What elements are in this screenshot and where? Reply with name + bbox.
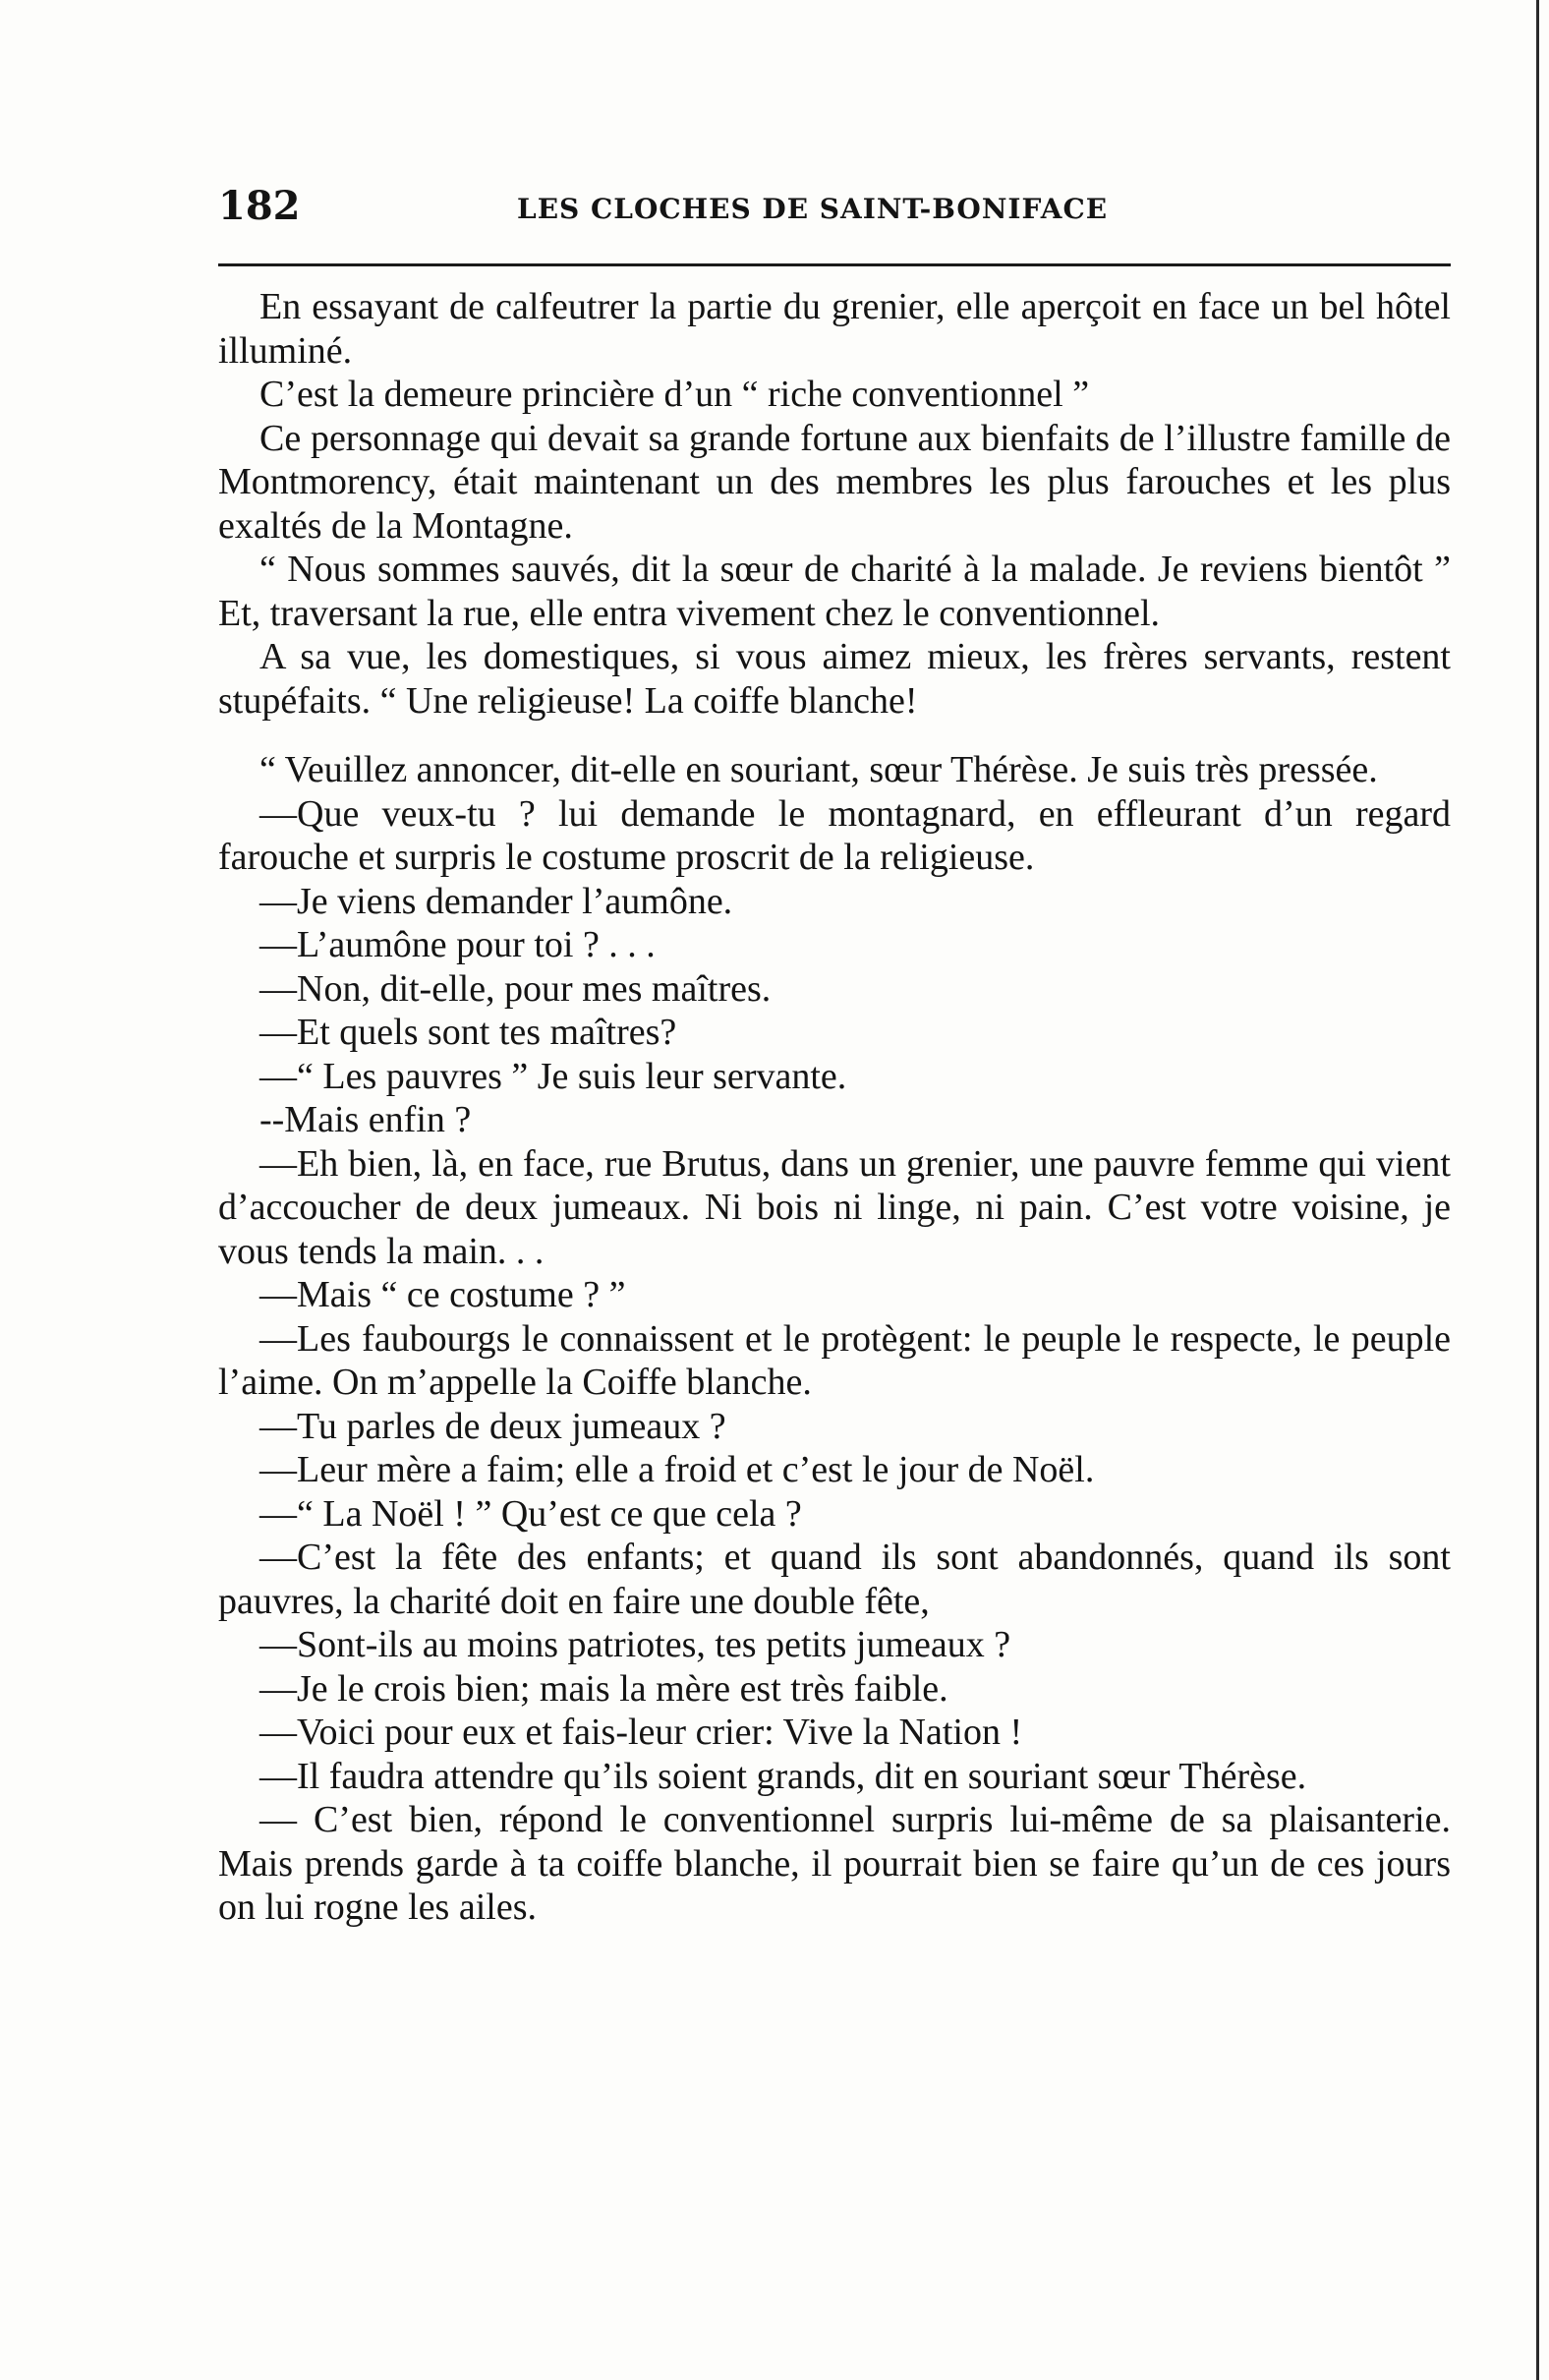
running-title: LES CLOCHES DE SAINT-BONIFACE [517, 193, 1109, 225]
dialogue-line: —Et quels sont tes maîtres? [259, 1012, 677, 1053]
dialogue-line: —Non, dit-elle, pour mes maîtres. [259, 967, 772, 1010]
dialogue-line: —Tu parles de deux jumeaux ? [259, 1405, 726, 1447]
dialogue-line: —Je le crois bien; mais la mère est très faible. [259, 1667, 948, 1710]
paragraph: C’est la demeure princière d’un “ riche conventionnel ” [259, 374, 1090, 415]
dialogue-line: —Que veux-tu ? lui demande le montagnard, en effleurant d’un regard farouche et surpris le costume proscrit de la religieuse. [218, 792, 1451, 878]
dialogue-line: —Leur mère a faim; elle a froid et c’est le jour de Noël. [259, 1449, 1095, 1490]
dialogue-line: —C’est la fête des enfants; et quand ils sont abandonnés, quand ils sont pauvres, la charité doit en faire une double fête, [218, 1537, 1451, 1622]
paragraph: En essayant de calfeutrer la partie du grenier, elle aperçoit en face un bel hôtel illuminé. [218, 286, 1451, 372]
paragraph-spacer [218, 723, 1451, 748]
dialogue-line: —“ La Noël ! ” Qu’est ce que cela ? [259, 1492, 802, 1535]
page-header [218, 183, 1447, 228]
paragraph: Ce personnage qui devait sa grande fortune aux bienfaits de l’illustre famille de Montmorency, était maintenant un des membres les plus farouches et les plus exaltés de la Montagne. [218, 417, 1451, 547]
body-text [218, 285, 1451, 1930]
dialogue-line: —Mais “ ce costume ? ” [259, 1274, 626, 1315]
dialogue-line: —Sont-ils au moins patriotes, tes petits jumeaux ? [259, 1624, 1011, 1665]
page-number: 182 [218, 183, 301, 229]
dialogue-line: —Voici pour eux et fais-leur crier: Vive la Nation ! [259, 1712, 1023, 1753]
page-edge-line [1536, 0, 1539, 2380]
paragraph: “ Nous sommes sauvés, dit la sœur de charité à la malade. Je reviens bientôt ” Et, traversant la rue, elle entra vivement chez le conventionnel. [218, 549, 1451, 634]
dialogue-line: —“ Les pauvres ” Je suis leur servante. [259, 1055, 847, 1097]
dialogue-line: — C’est bien, répond le conventionnel surpris lui-même de sa plaisanterie. Mais prends garde à ta coiffe blanche, il pourrait bien se faire qu’un de ces jours on lui rogne les ailes. [218, 1799, 1451, 1928]
paragraph: “ Veuillez annoncer, dit-elle en souriant, sœur Thérèse. Je suis très pressée. [259, 749, 1378, 790]
dialogue-line: —Eh bien, là, en face, rue Brutus, dans un grenier, une pauvre femme qui vient d’accoucher de deux jumeaux. Ni bois ni linge, ni pain. C’est votre voisine, je vous tends la main. . . [218, 1142, 1451, 1272]
header-rule [218, 263, 1451, 266]
dialogue-line: --Mais enfin ? [259, 1099, 472, 1140]
dialogue-line: —Il faudra attendre qu’ils soient grands, dit en souriant sœur Thérèse. [259, 1755, 1307, 1797]
dialogue-line: —L’aumône pour toi ? . . . [259, 924, 656, 965]
paragraph: A sa vue, les domestiques, si vous aimez mieux, les frères servants, restent stupéfaits. “ Une religieuse! La coiffe blanche! [218, 636, 1451, 722]
dialogue-line: —Je viens demander l’aumône. [259, 880, 733, 922]
dialogue-line: —Les faubourgs le connaissent et le protègent: le peuple le respecte, le peuple l’aime. On m’appelle la Coiffe blanche. [218, 1317, 1451, 1403]
